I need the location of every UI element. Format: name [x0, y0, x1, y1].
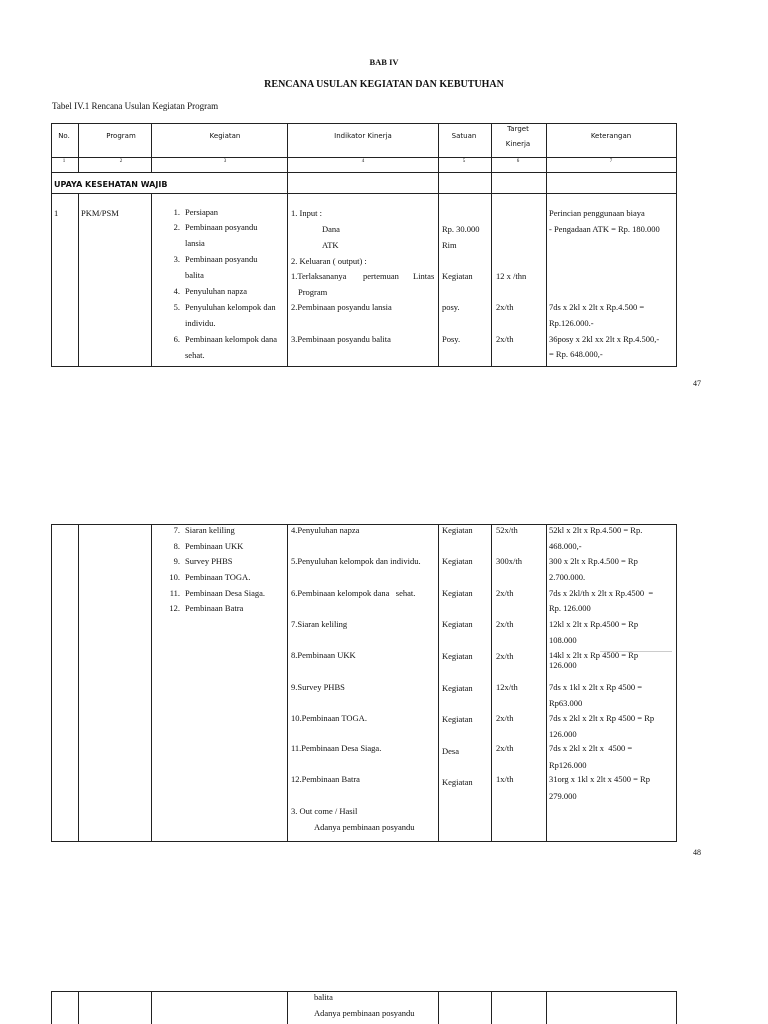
header-keterangan: Keterangan: [590, 132, 632, 140]
indikator-input: 1. Input :: [291, 208, 322, 218]
header-kinerja: Kinerja: [505, 140, 531, 148]
indikator-row: 9.Survey PHBS: [291, 682, 345, 692]
list-label: Pembinaan Batra: [185, 603, 244, 613]
header-target: Target: [507, 125, 529, 133]
list-item: Penyuluhan kelompok dan: [185, 302, 276, 312]
keterangan-row: 468.000,-: [549, 541, 582, 551]
indikator-k1-d: Program: [298, 287, 328, 297]
satuan-value: Rp. 30.000: [442, 224, 480, 234]
outcome-heading: 3. Out come / Hasil: [291, 806, 358, 816]
list-item: [156, 556, 232, 566]
indikator-row: 5.Penyuluhan kelompok dan individu.: [291, 556, 421, 566]
indikator-k3: 3.Pembinaan posyandu balita: [291, 334, 391, 344]
target-row: 2x/th: [496, 619, 514, 629]
table-caption: Tabel IV.1 Rencana Usulan Kegiatan Program: [52, 101, 219, 111]
satuan-row: Kegiatan: [442, 588, 473, 598]
indikator-dana: Dana: [322, 224, 340, 234]
list-num: 11.: [169, 588, 180, 598]
keterangan-row: 52kl x 2lt x Rp.4.500 = Rp.: [549, 525, 643, 535]
chapter-heading: BAB IV: [369, 57, 399, 67]
program-name: PKM/PSM: [81, 208, 119, 218]
satuan-value: Kegiatan: [442, 271, 473, 281]
continued-text: Adanya pembinaan posyandu: [314, 1008, 415, 1018]
keterangan-row: 126.000: [549, 729, 577, 739]
list-item: Pembinaan kelompok dana: [185, 334, 278, 344]
col-number: 7: [609, 159, 613, 164]
satuan-value: posy.: [442, 302, 460, 312]
header-program: Program: [106, 132, 136, 140]
target-row: 2x/th: [496, 713, 514, 723]
list-label: Survey PHBS: [185, 556, 233, 566]
keterangan-text: 7ds x 2kl x 2lt x Rp.4.500 =: [549, 302, 645, 312]
list-item: Pembinaan posyandu: [185, 254, 258, 264]
satuan-value: Rim: [442, 240, 457, 250]
target-value: 2x/th: [496, 302, 514, 312]
keterangan-row: 126.000: [549, 660, 577, 670]
keterangan-row: 279.000: [549, 791, 577, 801]
header-kegiatan: Kegiatan: [209, 132, 241, 140]
col-number: 2: [119, 159, 123, 164]
indikator-keluaran: 2. Keluaran ( output) :: [291, 256, 367, 266]
list-item: Penyuluhan napza: [185, 286, 248, 296]
keterangan-row: 7ds x 2kl x 2lt x Rp 4500 = Rp: [549, 713, 655, 723]
satuan-row: Kegiatan: [442, 651, 473, 661]
list-item-cont: lansia: [185, 238, 205, 248]
col-number: 5: [462, 159, 466, 164]
keterangan-text: - Pengadaan ATK = Rp. 180.000: [549, 224, 660, 234]
indikator-atk: ATK: [322, 240, 339, 250]
col-number: 1: [62, 159, 66, 164]
target-value: 2x/th: [496, 334, 514, 344]
keterangan-text: = Rp. 648.000,-: [549, 349, 603, 359]
list-item: Persiapan: [185, 207, 219, 217]
list-num: 2.: [173, 222, 180, 232]
keterangan-row: 300 x 2lt x Rp.4.500 = Rp: [549, 556, 638, 566]
indikator-row: 12.Pembinaan Batra: [291, 774, 360, 784]
target-row: 2x/th: [496, 588, 514, 598]
target-row: 2x/th: [496, 651, 514, 661]
keterangan-row: 7ds x 1kl x 2lt x Rp 4500 =: [549, 682, 643, 692]
satuan-row: Kegiatan: [442, 714, 473, 724]
target-value: 12 x /thn: [496, 271, 527, 281]
document-title: RENCANA USULAN KEGIATAN DAN KEBUTUHAN: [264, 79, 504, 90]
list-label: Pembinaan Desa Siaga.: [185, 588, 266, 598]
indikator-k1: 1.Terlaksananya: [291, 271, 347, 281]
keterangan-row: 108.000: [549, 635, 577, 645]
indikator-k1-b: pertemuan: [363, 271, 399, 281]
outcome-detail: Adanya pembinaan posyandu: [314, 822, 415, 832]
keterangan-row: Rp63.000: [549, 698, 583, 708]
list-num: 6.: [173, 334, 180, 344]
header-satuan: Satuan: [451, 132, 477, 140]
satuan-row: Kegiatan: [442, 556, 473, 566]
keterangan-row: 14kl x 2lt x Rp 4500 = Rp: [549, 650, 639, 660]
list-item: [156, 572, 250, 582]
list-num: 3.: [173, 254, 180, 264]
target-row: 1x/th: [496, 774, 514, 784]
list-item: [156, 541, 243, 551]
satuan-value: Posy.: [442, 334, 461, 344]
list-num: 1.: [173, 207, 180, 217]
list-num: 12.: [169, 603, 180, 613]
page-number: 48: [693, 848, 701, 857]
keterangan-row: 12kl x 2lt x Rp.4500 = Rp: [549, 619, 639, 629]
keterangan-text: Perincian penggunaan biaya: [549, 208, 645, 218]
satuan-row: Kegiatan: [442, 525, 473, 535]
indikator-row: 7.Siaran keliling: [291, 619, 348, 629]
list-num: 4.: [173, 286, 180, 296]
continued-text: balita: [314, 992, 333, 1002]
list-num: 10.: [169, 572, 180, 582]
satuan-row: Kegiatan: [442, 777, 473, 787]
indikator-row: 10.Pembinaan TOGA.: [291, 713, 367, 723]
satuan-row: Desa: [442, 746, 459, 756]
header-indikator: Indikator Kinerja: [334, 132, 392, 140]
row-number: 1: [54, 208, 59, 218]
list-num: 9.: [173, 556, 180, 566]
list-label: Pembinaan UKK: [185, 541, 244, 551]
satuan-row: Kegiatan: [442, 619, 473, 629]
list-num: 8.: [173, 541, 180, 551]
indikator-row: 6.Pembinaan kelompok dana sehat.: [291, 588, 416, 598]
indikator-k2: 2.Pembinaan posyandu lansia: [291, 302, 392, 312]
list-label: Siaran keliling: [185, 525, 235, 535]
page-number: 47: [693, 379, 701, 388]
satuan-row: Kegiatan: [442, 683, 473, 693]
list-item-cont: balita: [185, 270, 204, 280]
indikator-k1-c: Lintas: [413, 271, 435, 281]
keterangan-row: Rp. 126.000: [549, 603, 591, 613]
list-item: [156, 525, 235, 535]
list-item: Pembinaan posyandu: [185, 222, 258, 232]
list-num: 7.: [173, 525, 180, 535]
list-item: [156, 588, 265, 598]
indikator-row: 8.Pembinaan UKK: [291, 650, 356, 660]
list-label: Pembinaan TOGA.: [185, 572, 251, 582]
keterangan-row: Rp126.000: [549, 760, 587, 770]
target-row: 52x/th: [496, 525, 518, 535]
keterangan-text: 36posy x 2kl xx 2lt x Rp.4.500,-: [549, 334, 660, 344]
keterangan-row: 31org x 1kl x 2lt x 4500 = Rp: [549, 774, 650, 784]
target-row: 2x/th: [496, 743, 514, 753]
col-number: 3: [223, 159, 227, 164]
col-number: 6: [516, 159, 520, 164]
target-row: 12x/th: [496, 682, 518, 692]
keterangan-row: 7ds x 2kl/th x 2lt x Rp.4500 =: [549, 588, 654, 598]
keterangan-text: Rp.126.000.-: [549, 318, 594, 328]
indikator-row: 11.Pembinaan Desa Siaga.: [291, 743, 382, 753]
list-num: 5.: [173, 302, 180, 312]
list-item-cont: sehat.: [185, 350, 205, 360]
section-title: UPAYA KESEHATAN WAJIB: [54, 180, 168, 189]
target-row: 300x/th: [496, 556, 522, 566]
list-item: [156, 603, 243, 613]
keterangan-row: 2.700.000.: [549, 572, 586, 582]
keterangan-row: 7ds x 2kl x 2lt x 4500 =: [549, 743, 633, 753]
indikator-row: 4.Penyuluhan napza: [291, 525, 360, 535]
header-no: No.: [58, 132, 70, 140]
list-item-cont: individu.: [185, 318, 216, 328]
col-number: 4: [361, 159, 365, 164]
